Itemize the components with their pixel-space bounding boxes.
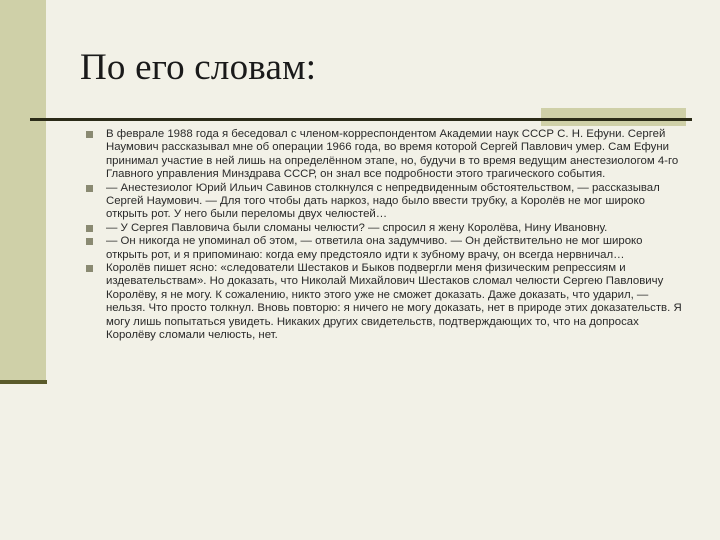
bullet-list: [82, 128, 682, 343]
bullet-item: [82, 182, 682, 222]
title-divider: [30, 118, 692, 121]
slide-title: По его словам:: [80, 47, 317, 88]
title-accent-block: [541, 108, 686, 126]
bullet-text: — Анестезиолог Юрий Ильич Савинов столкнулся с непредвиденным обстоятельством, — рассказывал Сергей Наумович. — Для того чтобы дать наркоз, надо было ввести трубку, а Королёв не мог широко открыть рот. У него были переломы двух челюстей…: [106, 181, 660, 221]
bullet-item: [82, 262, 682, 342]
bullet-item: [82, 235, 682, 262]
bullet-text: В феврале 1988 года я беседовал с членом-корреспондентом Академии наук СССР С. Н. Ефуни. Сергей Наумович рассказывал мне об операции 1966 года, во время которой Сергей Павлович умер. Сам Ефуни принимал участие в ней лишь на определённом этапе, но, будучи в то время ведущим анестезиологом 4-го Главного управления Минздрава СССР, он знал все подробности этого трагического события.: [106, 128, 679, 181]
bullet-text: Королёв пишет ясно: «следователи Шестаков и Быков подвергли меня физическим репрессиям и издевательствам». Но доказать, что Николай Михайлович Шестаков сломал челюсти Сергею Павловичу Королёву, я не могу. К сожалению, никто этого уже не сможет доказать. Даже доказать, что ударил, — нельзя. Что просто толкнул. Вновь повторю: я ничего не могу доказать, нет в природе этих доказательств. Я могу лишь попытаться увидеть. Никаких других свидетельств, подтверждающих то, что на допросах Королёву сломали челюсть, нет.: [106, 262, 682, 342]
square-bullet-icon: [86, 238, 93, 245]
bullet-item: [82, 222, 682, 235]
bullet-item: [82, 128, 682, 182]
left-accent-bar: [0, 0, 46, 383]
square-bullet-icon: [86, 185, 93, 192]
bullet-text: — У Сергея Павловича были сломаны челюсти? — спросил я жену Королёва, Нину Ивановну.: [106, 221, 608, 234]
square-bullet-icon: [86, 131, 93, 138]
left-accent-bar-bottom: [0, 380, 47, 384]
bullet-text: — Он никогда не упоминал об этом, — ответила она задумчиво. — Он действительно не мог широко открыть рот, и я припоминаю: когда ему предстояло идти к зубному врачу, он всегда нервничал…: [106, 235, 643, 261]
square-bullet-icon: [86, 225, 93, 232]
square-bullet-icon: [86, 265, 93, 272]
